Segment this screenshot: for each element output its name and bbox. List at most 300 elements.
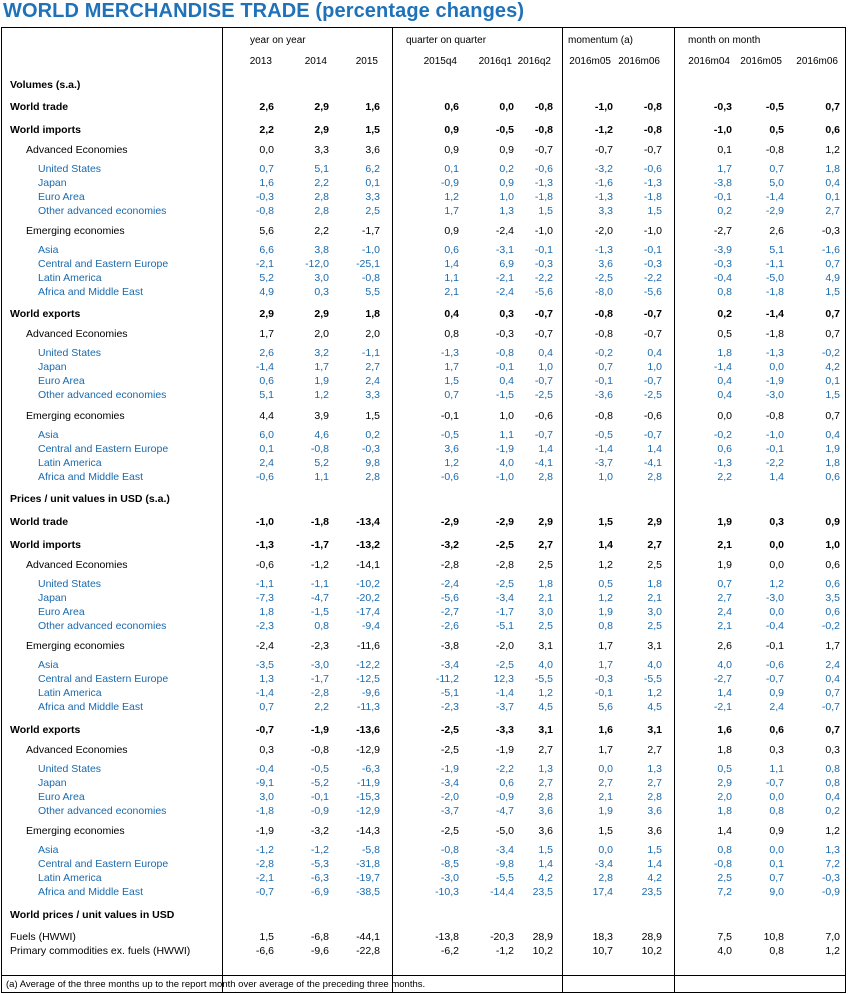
table-cell: 3,6 [647,825,662,837]
table-cell: -13,6 [356,724,380,736]
table-cell: 2,8 [314,205,329,217]
table-cell: -11,3 [356,701,380,713]
table-cell: -2,8 [495,559,514,571]
table-cell: 5,1 [259,389,274,401]
table-cell: 1,9 [598,606,613,618]
table-cell: -0,8 [534,124,553,136]
table-cell: -2,8 [310,687,329,699]
table-cell: 1,5 [598,825,613,837]
table-cell: 2,0 [314,328,329,340]
table-cell: -0,5 [765,101,784,113]
table-cell: 3,5 [825,592,840,604]
row-label: Central and Eastern Europe [38,673,169,685]
row-label: Latin America [38,272,102,284]
table-cell: -1,6 [594,177,613,189]
table-cell: -6,3 [310,872,329,884]
table-cell: 3,1 [647,640,662,652]
table-cell: 1,8 [825,163,840,175]
table-cell: -3,9 [713,244,732,256]
table-cell: 0,6 [769,724,784,736]
table-cell: 1,8 [717,805,732,817]
table-cell: -1,7 [310,673,329,685]
table-cell: -0,7 [643,328,662,340]
row-label: Emerging economies [26,825,125,837]
table-cell: -14,3 [356,825,380,837]
table-cell: -0,9 [495,791,514,803]
table-cell: 5,0 [769,177,784,189]
table-cell: 0,4 [717,389,732,401]
table-cell: -0,6 [643,410,662,422]
table-cell: -1,2 [310,844,329,856]
table-cell: 6,9 [499,258,514,270]
table-cell: -3,7 [440,805,459,817]
table-cell: 0,3 [769,744,784,756]
table-cell: -9,4 [361,620,380,632]
table-cell: -5,3 [310,858,329,870]
table-cell: -14,4 [490,886,514,898]
table-cell: 4,5 [647,701,662,713]
table-cell: 3,0 [259,791,274,803]
table-cell: -5,2 [310,777,329,789]
table-cell: 7,0 [825,931,840,943]
table-cell: 0,4 [825,673,840,685]
table-cell: 1,5 [538,844,553,856]
table-cell: -1,0 [534,225,553,237]
table-cell: -2,5 [440,825,459,837]
table-cell: -1,8 [534,191,553,203]
table-cell: 2,4 [365,375,380,387]
table-cell: 1,2 [647,687,662,699]
table-cell: -3,0 [765,592,784,604]
table-cell: 4,2 [647,872,662,884]
row-label: Euro Area [38,791,85,803]
table-cell: 0,7 [444,389,459,401]
table-row [2,470,846,484]
table-row [2,346,846,360]
table-cell: 0,5 [598,578,613,590]
table-cell: -5,6 [643,286,662,298]
table-cell: 1,5 [825,389,840,401]
table-cell: 2,9 [314,308,329,320]
table-cell: -12,2 [356,659,380,671]
table-cell: -19,7 [356,872,380,884]
table-cell: -0,3 [713,258,732,270]
table-cell: -13,4 [356,516,380,528]
table-cell: -5,1 [495,620,514,632]
table-cell: -10,2 [356,578,380,590]
table-cell: -1,7 [361,225,380,237]
table-cell: 0,8 [825,777,840,789]
table-cell: 0,6 [717,443,732,455]
table-cell: -0,7 [643,144,662,156]
table-cell: 10,2 [532,945,553,957]
table-row [2,428,846,442]
table-cell: 1,1 [499,429,514,441]
table-cell: 0,1 [717,144,732,156]
table-cell: -0,3 [495,328,514,340]
table-cell: 1,5 [825,286,840,298]
table-cell: -2,5 [495,539,514,551]
table-cell: 1,7 [444,361,459,373]
table-cell: 2,6 [769,225,784,237]
group-header-month-on-month: month on month [688,35,761,46]
table-row [2,243,846,257]
row-label: Japan [38,592,67,604]
table-cell: 1,0 [538,361,553,373]
table-cell: 3,3 [365,389,380,401]
table-cell: -1,4 [495,687,514,699]
table-cell: -0,8 [440,844,459,856]
table-cell: -3,2 [440,539,459,551]
table-cell: 1,4 [647,858,662,870]
table-cell: -2,1 [255,258,274,270]
table-cell: 0,8 [769,945,784,957]
table-cell: 1,5 [647,844,662,856]
table-cell: -0,9 [440,177,459,189]
table-cell: 3,0 [314,272,329,284]
table-cell: 0,4 [647,347,662,359]
table-cell: 5,6 [598,701,613,713]
period-header: 2016m05 [569,56,611,67]
table-cell: -2,0 [594,225,613,237]
table-cell: -2,2 [534,272,553,284]
table-cell: 5,2 [259,272,274,284]
table-cell: 1,8 [717,347,732,359]
table-cell: -1,2 [495,945,514,957]
table-cell: 2,2 [314,701,329,713]
table-cell: 0,6 [825,471,840,483]
table-cell: 1,8 [259,606,274,618]
table-cell: -1,3 [255,539,274,551]
table-cell: 0,0 [499,101,514,113]
table-cell: -2,4 [495,225,514,237]
table-cell: -0,7 [643,375,662,387]
table-cell: -3,5 [255,659,274,671]
table-cell: -0,7 [765,673,784,685]
table-cell: -15,3 [356,791,380,803]
table-cell: -0,3 [255,191,274,203]
table-cell: 1,2 [598,559,613,571]
table-row [2,790,846,804]
table-cell: -25,1 [356,258,380,270]
table-row [2,871,846,885]
table-cell: -2,5 [440,744,459,756]
table-cell: -0,8 [713,858,732,870]
table-cell: -10,3 [435,886,459,898]
table-cell: 1,7 [314,361,329,373]
table-cell: -3,2 [310,825,329,837]
table-row [2,762,846,776]
table-row [2,639,846,653]
table-cell: 2,2 [259,124,274,136]
table-cell: -5,5 [643,673,662,685]
table-cell: 0,7 [259,701,274,713]
table-cell: 3,6 [538,825,553,837]
table-cell: 1,8 [365,308,380,320]
table-cell: 1,5 [647,205,662,217]
table-cell: 1,2 [825,945,840,957]
table-cell: 0,4 [444,308,459,320]
table-cell: 0,1 [259,443,274,455]
table-cell: 6,2 [365,163,380,175]
table-cell: 0,7 [259,163,274,175]
table-cell: 4,0 [647,659,662,671]
row-label: Latin America [38,457,102,469]
table-cell: -1,0 [495,471,514,483]
table-cell: 10,8 [763,931,784,943]
table-cell: 2,9 [314,101,329,113]
table-cell: 2,1 [444,286,459,298]
row-label: World exports [10,724,81,736]
row-label: Advanced Economies [26,559,128,571]
table-cell: -1,0 [594,101,613,113]
table-row [2,374,846,388]
table-cell: -0,1 [534,244,553,256]
table-cell: 2,9 [647,516,662,528]
table-cell: 1,5 [598,516,613,528]
table-cell: 1,4 [538,858,553,870]
table-cell: 1,4 [598,539,613,551]
table-cell: 0,3 [499,308,514,320]
table-cell: 1,7 [825,640,840,652]
table-cell: 2,8 [314,191,329,203]
table-cell: 2,7 [647,777,662,789]
table-cell: 23,5 [641,886,662,898]
row-label: United States [38,163,102,175]
row-label: Volumes (s.a.) [10,79,81,91]
table-cell: 0,2 [499,163,514,175]
table-cell: -0,1 [765,640,784,652]
table-cell: -1,3 [643,177,662,189]
table-cell: 1,7 [717,163,732,175]
table-cell: -2,2 [495,763,514,775]
table-cell: 0,3 [314,286,329,298]
table-cell: -0,1 [440,410,459,422]
table-cell: 0,2 [365,429,380,441]
table-cell: -12,9 [356,805,380,817]
table-cell: 2,5 [647,559,662,571]
table-cell: -2,4 [495,286,514,298]
table-cell: -1,9 [440,763,459,775]
table-cell: -3,4 [594,858,613,870]
table-cell: -2,1 [713,701,732,713]
table-cell: 9,8 [365,457,380,469]
table-cell: 2,7 [647,744,662,756]
table-cell: 2,5 [538,559,553,571]
table-cell: -11,2 [435,673,459,685]
table-cell: 1,3 [259,673,274,685]
table-cell: 2,7 [365,361,380,373]
row-label: Japan [38,777,67,789]
table-cell: -3,0 [310,659,329,671]
table-cell: -1,1 [765,258,784,270]
table-cell: 1,6 [717,724,732,736]
table-cell: 0,8 [769,805,784,817]
table-cell: 6,0 [259,429,274,441]
table-cell: 2,1 [717,539,732,551]
table-cell: 3,0 [647,606,662,618]
row-label: Africa and Middle East [38,886,144,898]
table-cell: -3,7 [495,701,514,713]
period-header: 2016m06 [796,56,838,67]
table-cell: 0,8 [825,763,840,775]
table-cell: 2,0 [717,791,732,803]
table-row [2,658,846,672]
table-cell: 3,2 [314,347,329,359]
table-cell: 1,9 [717,516,732,528]
row-label: Advanced Economies [26,328,128,340]
table-cell: 3,6 [365,144,380,156]
table-cell: 0,9 [825,516,840,528]
page-title: WORLD MERCHANDISE TRADE (percentage changes) [3,0,525,22]
group-header-quarter-on-quarter: quarter on quarter [406,35,487,46]
table-cell: 0,7 [717,578,732,590]
table-row [2,285,846,299]
table-cell: -2,5 [495,578,514,590]
table-cell: 0,7 [769,163,784,175]
table-cell: -1,2 [310,559,329,571]
table-cell: 5,1 [314,163,329,175]
table-cell: 0,3 [825,744,840,756]
table-cell: 2,6 [259,101,274,113]
table-cell: -0,3 [821,872,840,884]
table-cell: -1,4 [713,361,732,373]
table-cell: -0,1 [713,191,732,203]
table-cell: -0,8 [765,144,784,156]
table-cell: -1,8 [255,805,274,817]
table-row [2,619,846,633]
table-cell: 28,9 [532,931,553,943]
table-cell: 0,9 [444,144,459,156]
table-cell: 1,1 [444,272,459,284]
table-cell: -9,8 [495,858,514,870]
row-label: World exports [10,308,81,320]
table-cell: 0,8 [444,328,459,340]
table-cell: -1,9 [765,375,784,387]
row-label: Euro Area [38,606,85,618]
table-cell: -2,3 [255,620,274,632]
table-cell: -0,8 [765,410,784,422]
table-cell: 0,2 [825,805,840,817]
table-cell: -0,2 [713,429,732,441]
table-cell: 10,7 [592,945,613,957]
table-cell: 1,2 [825,825,840,837]
table-cell: 0,3 [769,516,784,528]
table-cell: -1,4 [255,361,274,373]
row-label: Euro Area [38,191,85,203]
table-cell: 0,7 [825,328,840,340]
table-cell: 0,0 [769,539,784,551]
table-cell: -1,9 [495,744,514,756]
table-cell: 2,1 [598,791,613,803]
table-cell: 0,9 [769,825,784,837]
table-cell: 2,4 [259,457,274,469]
table-cell: 2,8 [538,791,553,803]
row-label: Advanced Economies [26,744,128,756]
table-cell: 2,9 [314,124,329,136]
table-row [2,327,846,341]
table-cell: -2,5 [440,724,459,736]
table-cell: -20,3 [490,931,514,943]
table-row [2,271,846,285]
table-cell: 0,7 [825,101,840,113]
table-cell: 0,5 [717,763,732,775]
table-cell: 1,3 [825,844,840,856]
table-cell: -0,8 [361,272,380,284]
table-cell: -0,8 [643,124,662,136]
table-cell: 2,7 [717,592,732,604]
table-cell: 2,4 [825,659,840,671]
table-cell: -38,5 [356,886,380,898]
table-cell: -1,0 [255,516,274,528]
table-cell: 0,7 [825,724,840,736]
table-row [2,672,846,686]
table-cell: -4,7 [310,592,329,604]
table-cell: -0,8 [594,410,613,422]
table-row [2,442,846,456]
table-cell: -5,8 [361,844,380,856]
table-cell: -1,9 [310,724,329,736]
table-cell: -2,1 [495,272,514,284]
table-cell: -0,1 [643,244,662,256]
table-cell: 1,9 [717,559,732,571]
table-cell: -1,3 [440,347,459,359]
table-cell: -0,8 [534,101,553,113]
table-cell: -0,5 [310,763,329,775]
table-cell: 0,7 [825,410,840,422]
table-cell: 0,1 [769,858,784,870]
table-cell: -2,5 [495,659,514,671]
table-cell: 2,5 [365,205,380,217]
table-cell: 4,0 [538,659,553,671]
table-cell: -4,1 [643,457,662,469]
table-cell: 4,4 [259,410,274,422]
table-cell: -3,0 [440,872,459,884]
table-cell: 0,8 [717,286,732,298]
table-cell: -8,5 [440,858,459,870]
table-cell: -1,3 [765,347,784,359]
table-cell: -1,2 [255,844,274,856]
table-cell: 1,7 [444,205,459,217]
table-cell: -4,1 [534,457,553,469]
table-cell: -0,7 [643,308,662,320]
table-cell: 7,5 [717,931,732,943]
table-cell: -1,5 [495,389,514,401]
table-cell: 0,7 [598,361,613,373]
table-cell: -13,2 [356,539,380,551]
table-cell: 1,2 [444,191,459,203]
table-row [2,723,846,737]
table-cell: -1,0 [713,124,732,136]
row-label: Central and Eastern Europe [38,443,169,455]
table-cell: -2,7 [440,606,459,618]
table-cell: -2,5 [643,389,662,401]
table-cell: 2,8 [647,471,662,483]
table-cell: -1,8 [765,328,784,340]
table-cell: -9,6 [310,945,329,957]
table-cell: 0,4 [825,177,840,189]
table-cell: -3,6 [594,389,613,401]
row-label: Africa and Middle East [38,701,144,713]
table-cell: 5,5 [365,286,380,298]
table-cell: 0,9 [499,177,514,189]
table-cell: -1,5 [310,606,329,618]
table-cell: 0,6 [444,244,459,256]
table-cell: -0,6 [255,559,274,571]
table-cell: -2,9 [440,516,459,528]
table-cell: 1,2 [538,687,553,699]
table-row [2,123,846,137]
